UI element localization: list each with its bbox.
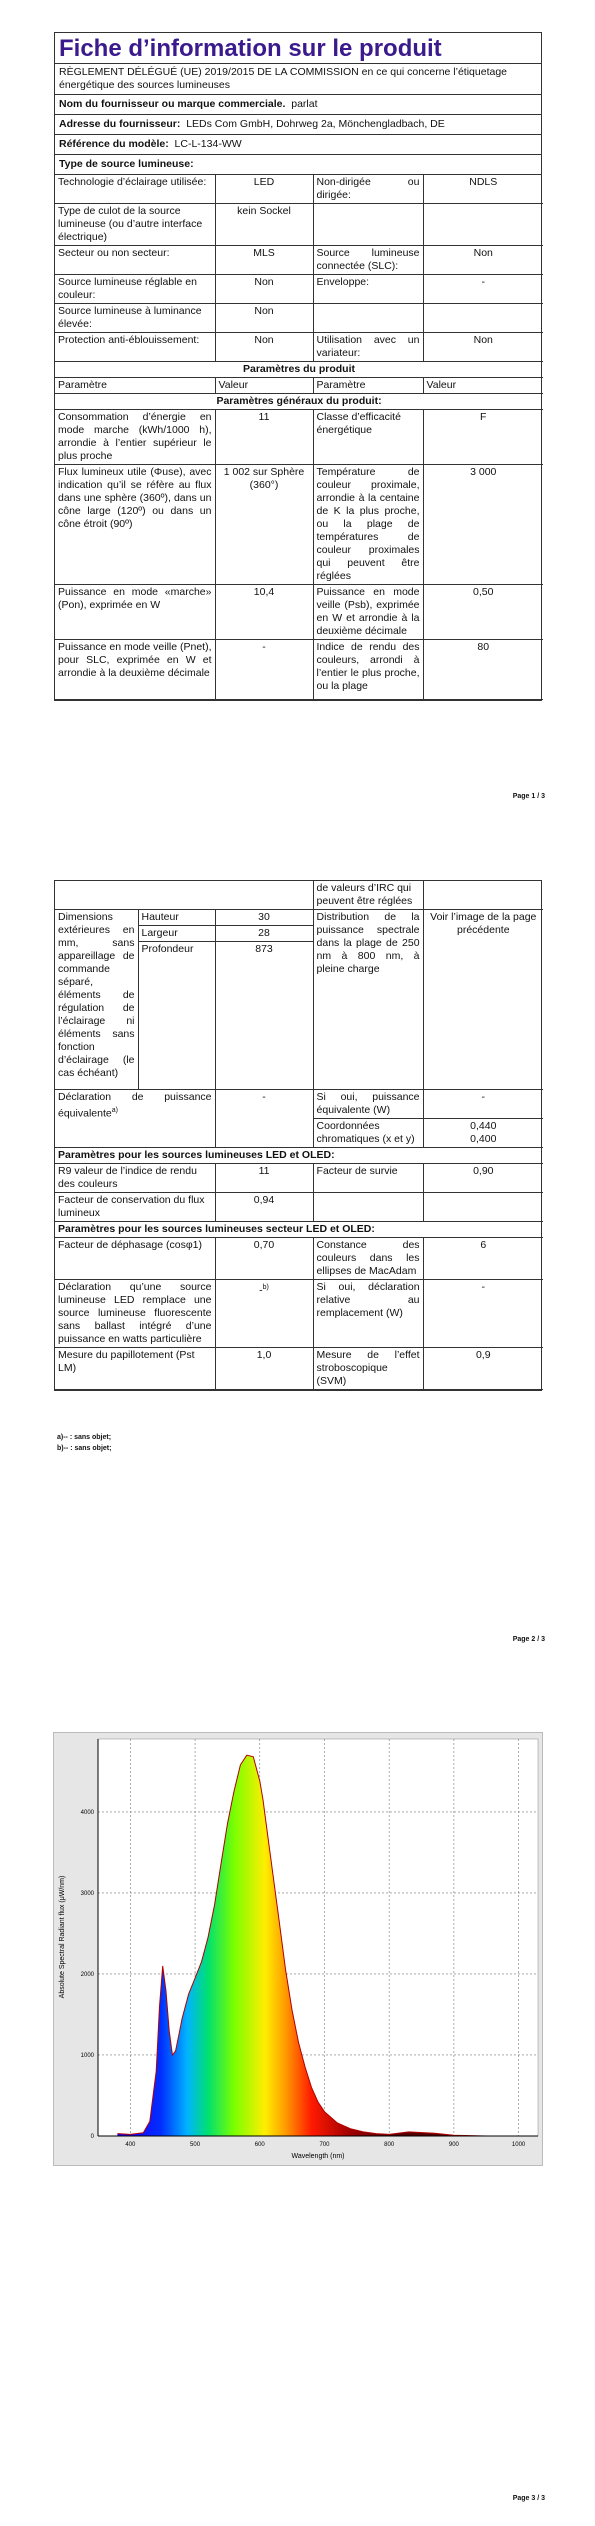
high-luminance-label: Source lumineuse à luminance élevée: — [55, 304, 215, 333]
dimmer-value: Non — [423, 333, 543, 362]
spectral-chart-svg — [54, 1733, 542, 2165]
macadam-label: Constance des couleurs dans les ellipses de MacAdam — [313, 1238, 423, 1280]
page-number: Page 2 / 3 — [512, 1636, 545, 1643]
cct-label: Température de couleur proximale, arrondie à la centaine de K la plus proche, ou la plage de températures de couleur proximales qui peuvent être réglées — [313, 465, 423, 585]
flicker-label: Mesure du papillotement (Pst LM) — [55, 1348, 215, 1390]
y-tick-label: 4000 — [80, 1809, 94, 1816]
mains-value: MLS — [215, 246, 313, 275]
chromaticity-y: 0,400 — [470, 1133, 497, 1145]
high-luminance-value: Non — [215, 304, 313, 333]
macadam-value: 6 — [423, 1238, 543, 1280]
y-tick-label: 0 — [90, 2134, 94, 2140]
table-row — [55, 378, 543, 394]
table-row — [55, 394, 543, 410]
table-row — [55, 246, 543, 275]
equivalent-power-label — [55, 1090, 215, 1148]
empty-cell — [423, 881, 543, 910]
technology-value: LED — [215, 175, 313, 204]
empty-cell — [423, 1193, 543, 1222]
equivalent-power-value: - — [215, 1090, 313, 1148]
useful-flux-value: 1 002 sur Sphère (360°) — [215, 465, 313, 585]
energy-class-value: F — [423, 410, 543, 465]
led-params-header: Paramètres pour les sources lumineuses LED et OLED: — [55, 1148, 543, 1164]
page-number: Page 1 / 3 — [512, 793, 545, 800]
table-row — [55, 1222, 543, 1238]
stroboscopic-value: 0,9 — [423, 1348, 543, 1390]
dim-height-label: Hauteur — [138, 910, 215, 926]
replacement-claim-label: Si oui, déclaration relative au remplacement (W) — [313, 1280, 423, 1348]
table-row — [55, 410, 543, 465]
dimensions-label: Dimensions extérieures en mm, sans appareillage de commande séparé, éléments de régulation de l’éclairage ni éléments sans fonction d’éclairage (le cas échéant) — [55, 910, 138, 1090]
y-tick-label: 1000 — [80, 2052, 94, 2059]
y-axis-label: Absolute Spectral Radiant flux (μW/nm) — [59, 1875, 66, 1999]
model-value: LC-L-134-WW — [174, 138, 242, 150]
chromaticity-value — [423, 1119, 543, 1148]
flux-maintenance-label: Facteur de conservation du flux lumineux — [55, 1193, 215, 1222]
on-mode-power-value: 10,4 — [215, 585, 313, 640]
column-header-param: Paramètre — [313, 378, 423, 394]
useful-flux-label: Flux lumineux utile (Φuse), avec indication qu’il se réfère au flux dans une sphère (360º), dans un cône large (120º) ou dans un cône étroit (90º) — [55, 465, 215, 585]
footnote-ref: a) — [111, 1107, 118, 1114]
flicker-value: 1,0 — [215, 1348, 313, 1390]
envelope-label: Enveloppe: — [313, 275, 423, 304]
mains-label: Secteur ou non secteur: — [55, 246, 215, 275]
table-row — [55, 1090, 543, 1119]
table-row — [55, 175, 543, 204]
empty-cell — [55, 881, 313, 910]
regulation-text: RÈGLEMENT DÉLÉGUÉ (UE) 2019/2015 DE LA COMMISSION en ce qui concerne l’étiquetage énergétique des sources lumineuses — [55, 64, 541, 95]
x-axis-label: Wavelength (nm) — [291, 2153, 345, 2160]
equivalent-watts-value: - — [423, 1090, 543, 1119]
network-standby-label: Puissance en mode veille (Pnet), pour SLC, exprimée en W et arrondie à la deuxième décimale — [55, 640, 215, 700]
source-type-label: Type de source lumineuse: — [59, 158, 194, 170]
address-label: Adresse du fournisseur: — [59, 118, 181, 130]
spectral-value: Voir l’image de la page précédente — [423, 910, 543, 1090]
footnotes — [57, 1432, 111, 1454]
table-row — [55, 1148, 543, 1164]
dim-width-label: Largeur — [138, 926, 215, 942]
stroboscopic-label: Mesure de l’effet stroboscopique (SVM) — [313, 1348, 423, 1390]
x-tick-label: 1000 — [511, 2142, 526, 2148]
spectral-label: Distribution de la puissance spectrale dans la plage de 250 nm à 800 nm, à pleine charge — [313, 910, 423, 1090]
column-header-value: Valeur — [423, 378, 543, 394]
footnote-b: b)-- : sans objet; — [57, 1445, 112, 1452]
table-row — [55, 881, 543, 910]
network-standby-value: - — [215, 640, 313, 700]
colour-tunable-value: Non — [215, 275, 313, 304]
spectral-distribution-chart — [53, 1732, 543, 2166]
fluorescent-replacement-label: Déclaration qu’une source lumineuse LED remplace une source lumineuse fluorescente sans ballast intégré d’une puissance en watts particulière — [55, 1280, 215, 1348]
mains-params-header: Paramètres pour les sources lumineuses secteur LED et OLED: — [55, 1222, 543, 1238]
dim-depth-value: 873 — [215, 942, 313, 1090]
empty-cell — [423, 304, 543, 333]
replacement-claim-value: - — [423, 1280, 543, 1348]
address-row — [55, 115, 541, 135]
fluorescent-replacement-value — [215, 1280, 313, 1348]
survival-label: Facteur de survie — [313, 1164, 423, 1193]
table-row — [55, 640, 543, 700]
on-mode-power-label: Puissance en mode «marche» (Pon), exprimée en W — [55, 585, 215, 640]
supplier-row — [55, 95, 541, 115]
x-tick-label: 900 — [448, 2142, 459, 2148]
cri-label: Indice de rendu des couleurs, arrondi à l’entier le plus proche, ou la plage — [313, 640, 423, 700]
dim-height-value: 30 — [215, 910, 313, 926]
empty-cell — [313, 304, 423, 333]
standby-power-label: Puissance en mode veille (Psb), exprimée en W et arrondie à la deuxième décimale — [313, 585, 423, 640]
dim-depth-label: Profondeur — [138, 942, 215, 1090]
on-mode-energy-value: 11 — [215, 410, 313, 465]
supplier-label: Nom du fournisseur ou marque commerciale. — [59, 98, 286, 110]
x-tick-label: 600 — [254, 2142, 265, 2148]
table-row — [55, 1238, 543, 1280]
page-number: Page 3 / 3 — [512, 2495, 545, 2502]
table-row — [55, 275, 543, 304]
table-row — [55, 910, 543, 926]
params-table-continued — [55, 881, 543, 1390]
connected-label: Source lumineuse connectée (SLC): — [313, 246, 423, 275]
r9-value: 11 — [215, 1164, 313, 1193]
table-row — [55, 1164, 543, 1193]
table-row — [55, 362, 543, 378]
chromaticity-label: Coordonnées chromatiques (x et y) — [313, 1119, 423, 1148]
x-tick-label: 700 — [319, 2142, 330, 2148]
product-sheet-page-1 — [54, 32, 542, 701]
on-mode-energy-label: Consommation d’énergie en mode marche (kWh/1000 h), arrondie à l’entier supérieur le plus proche — [55, 410, 215, 465]
cap-type-value: kein Sockel — [215, 204, 313, 246]
x-tick-label: 800 — [384, 2142, 395, 2148]
source-type-row — [55, 155, 541, 175]
cct-value: 3 000 — [423, 465, 543, 585]
empty-cell — [423, 204, 543, 246]
table-row — [55, 585, 543, 640]
table-row — [55, 333, 543, 362]
flux-maintenance-value: 0,94 — [215, 1193, 313, 1222]
y-tick-label: 2000 — [80, 1971, 94, 1978]
replacement-value-text: - — [259, 1284, 263, 1297]
displacement-factor-value: 0,70 — [215, 1238, 313, 1280]
anti-glare-value: Non — [215, 333, 313, 362]
equivalent-watts-label: Si oui, puissance équivalente (W) — [313, 1090, 423, 1119]
dimmer-label: Utilisation avec un variateur: — [313, 333, 423, 362]
cap-type-label: Type de culot de la source lumineuse (ou d’autre interface électrique) — [55, 204, 215, 246]
cri-label-continued: de valeurs d’IRC qui peuvent être réglées — [313, 881, 423, 910]
empty-cell — [313, 1193, 423, 1222]
column-header-param: Paramètre — [55, 378, 215, 394]
source-type-table — [55, 175, 543, 700]
technology-label: Technologie d’éclairage utilisée: — [55, 175, 215, 204]
directional-value: NDLS — [423, 175, 543, 204]
table-row — [55, 1348, 543, 1390]
footnote-ref: b) — [262, 1284, 269, 1291]
energy-class-label: Classe d’efficacité énergétique — [313, 410, 423, 465]
x-tick-label: 500 — [190, 2142, 201, 2148]
table-row — [55, 304, 543, 333]
supplier-value: parlat — [291, 98, 318, 110]
displacement-factor-label: Facteur de déphasage (cosφ1) — [55, 1238, 215, 1280]
standby-power-value: 0,50 — [423, 585, 543, 640]
x-tick-label: 400 — [125, 2142, 136, 2148]
equivalent-power-text: Déclaration de puissance équivalente — [58, 1091, 212, 1120]
anti-glare-label: Protection anti-éblouissement: — [55, 333, 215, 362]
cri-value: 80 — [423, 640, 543, 700]
footnote-a: a)-- : sans objet; — [57, 1434, 112, 1441]
product-sheet-page-2 — [54, 880, 542, 1391]
page-title: Fiche d’information sur le produit — [55, 33, 541, 64]
model-row — [55, 135, 541, 155]
table-row — [55, 465, 543, 585]
connected-value: Non — [423, 246, 543, 275]
table-row — [55, 1280, 543, 1348]
dim-width-value: 28 — [215, 926, 313, 942]
chromaticity-x: 0,440 — [470, 1120, 497, 1132]
envelope-value: - — [423, 275, 543, 304]
address-value: LEDs Com GmbH, Dohrweg 2a, Mönchengladbach, DE — [186, 118, 445, 130]
params-header: Paramètres du produit — [55, 362, 543, 378]
colour-tunable-label: Source lumineuse réglable en couleur: — [55, 275, 215, 304]
survival-value: 0,90 — [423, 1164, 543, 1193]
directional-label: Non-dirigée ou dirigée: — [313, 175, 423, 204]
r9-label: R9 valeur de l’indice de rendu des couleurs — [55, 1164, 215, 1193]
general-params-header: Paramètres généraux du produit: — [55, 394, 543, 410]
column-header-value: Valeur — [215, 378, 313, 394]
model-label: Référence du modèle: — [59, 138, 169, 150]
table-row — [55, 204, 543, 246]
empty-cell — [313, 204, 423, 246]
table-row — [55, 1193, 543, 1222]
y-tick-label: 3000 — [80, 1890, 94, 1897]
